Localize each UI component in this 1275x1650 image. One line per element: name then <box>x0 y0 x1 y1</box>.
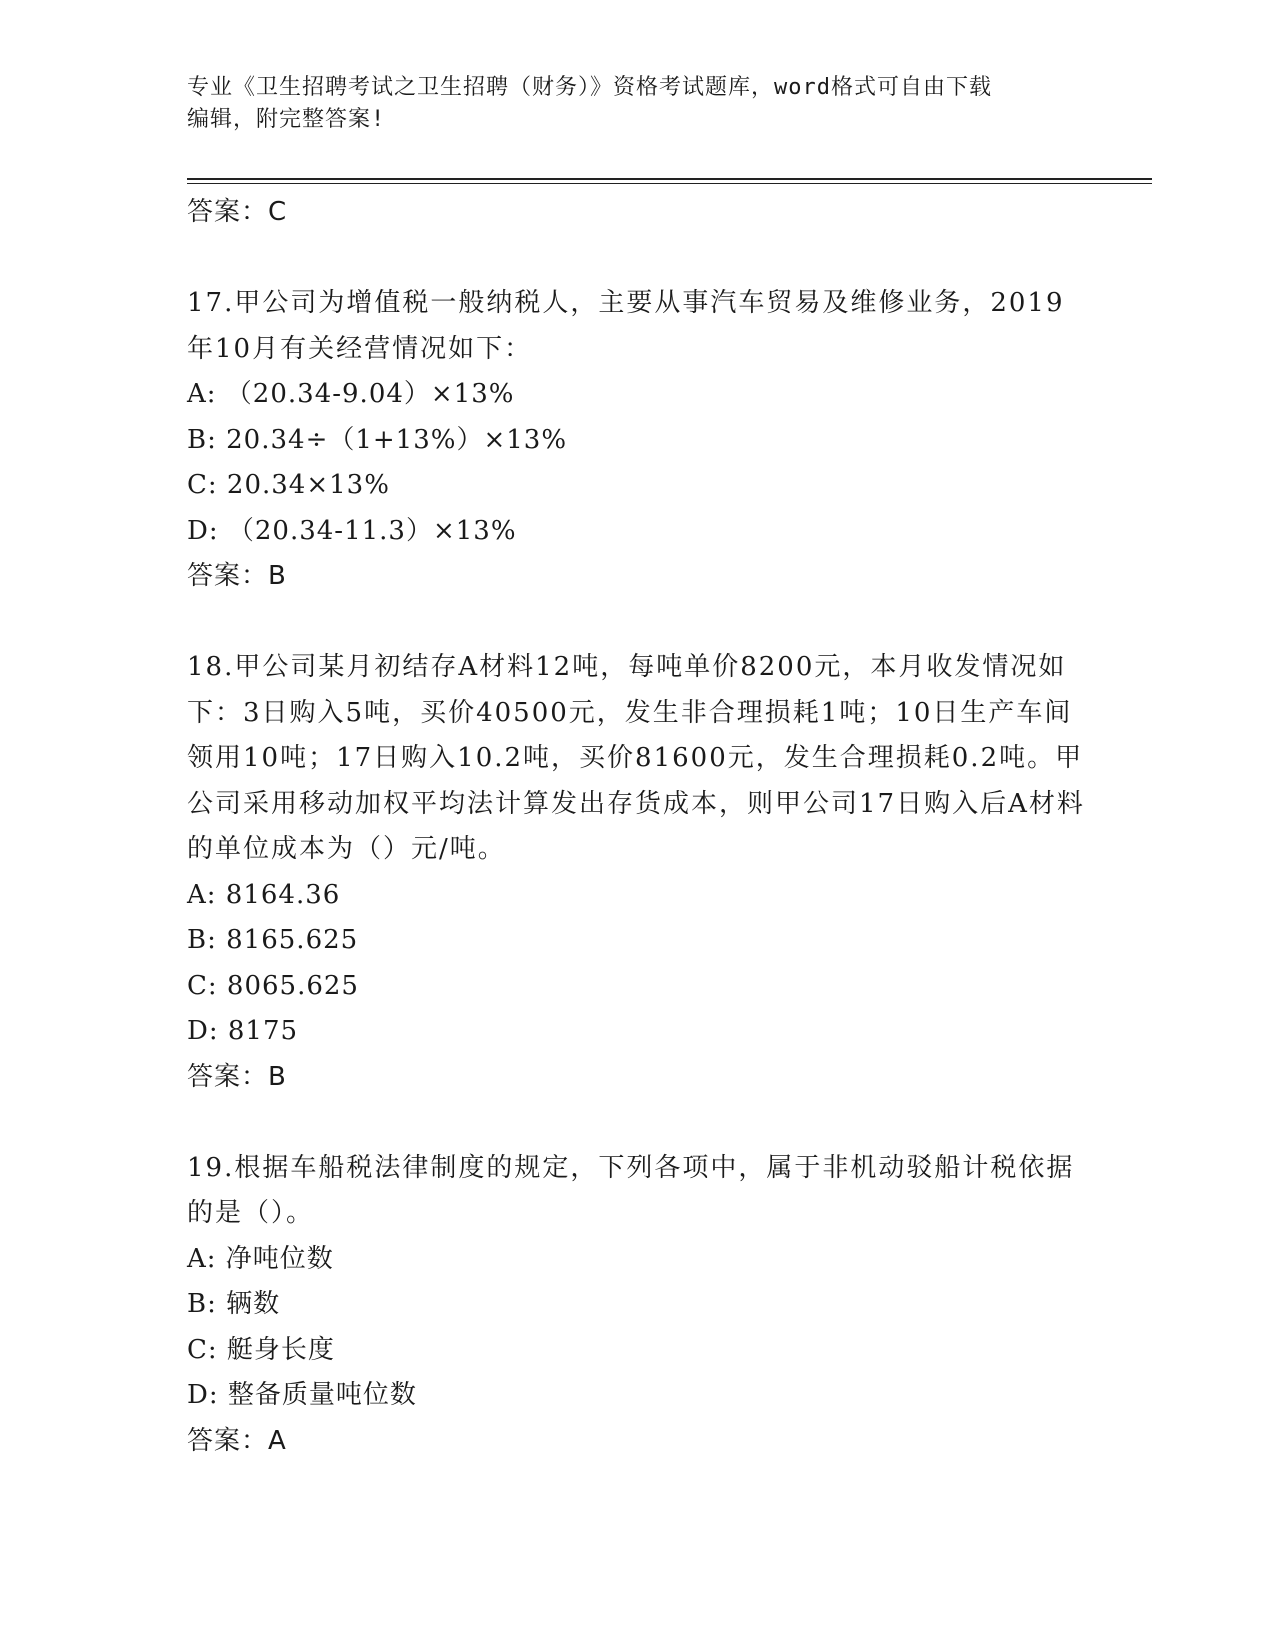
option-a: A: 8164.36 <box>187 879 341 910</box>
option-d: D: 整备质量吨位数 <box>187 1380 417 1410</box>
question-list <box>187 190 1087 1463</box>
option-c: C: 8065.625 <box>187 970 359 1001</box>
previous-answer: 答案：C <box>187 197 288 227</box>
header-line-1: 专业《卫生招聘考试之卫生招聘（财务）》资格考试题库，word格式可自由下载 <box>187 75 992 100</box>
option-c: C: 艇身长度 <box>187 1334 335 1365</box>
header-line-2: 编辑，附完整答案! <box>187 107 386 132</box>
option-c: C: 20.34×13% <box>187 470 390 500</box>
answer: 答案：B <box>187 561 287 591</box>
option-b: B: 辆数 <box>187 1289 281 1319</box>
question-text: 17.甲公司为增值税一般纳税人，主要从事汽车贸易及维修业务，2019年10月有关经营情况如下： <box>187 288 1065 364</box>
header-rule-thick <box>187 178 1152 180</box>
question-text: 18.甲公司某月初结存A材料12吨，每吨单价8200元，本月收发情况如下：3日购入5吨，买价40500元，发生非合理损耗1吨；10日生产车间领用10吨；17日购入10.2吨，买价81600元，发生合理损耗0.2吨。甲公司采用移动加权平均法计算发出存货成本，则甲公司17日购入后A材料的单位成本为（）元/吨。 <box>187 652 1085 864</box>
option-d: D: （20.34-11.3）×13% <box>187 515 517 546</box>
header-rule-thin <box>187 183 1152 184</box>
question-text: 19.根据车船税法律制度的规定，下列各项中，属于非机动驳船计税依据的是（）。 <box>187 1152 1075 1228</box>
question-18 <box>187 645 1087 1099</box>
option-b: B: 8165.625 <box>187 925 359 955</box>
answer: 答案：B <box>187 1061 287 1092</box>
answer: 答案：A <box>187 1425 287 1456</box>
question-19 <box>187 1146 1087 1463</box>
document-header <box>187 72 1087 136</box>
option-d: D: 8175 <box>187 1016 299 1046</box>
option-a: A: （20.34-9.04）×13% <box>187 379 515 409</box>
question-17 <box>187 281 1087 598</box>
option-b: B: 20.34÷（1+13%）×13% <box>187 424 568 455</box>
option-a: A: 净吨位数 <box>187 1243 334 1274</box>
